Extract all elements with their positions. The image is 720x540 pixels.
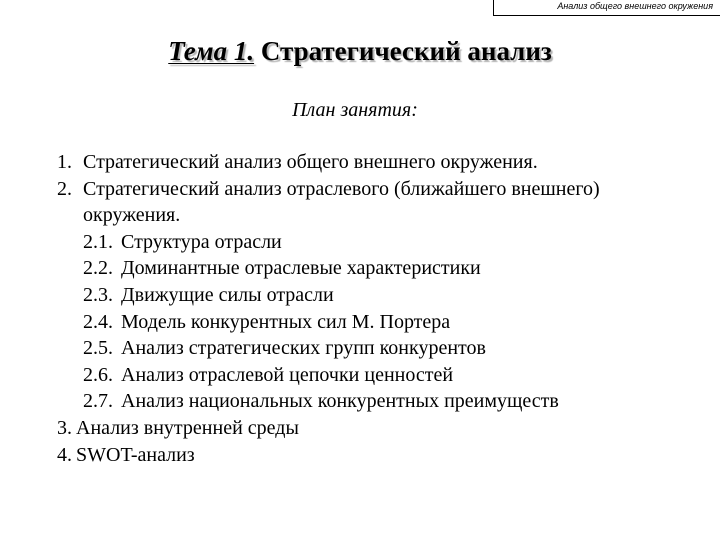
header-divider-vertical [493, 0, 494, 15]
plan-subitem-text: Анализ национальных конкурентных преимуществ [121, 390, 559, 413]
plan-subitem-number: 2.7. [83, 390, 113, 413]
plan-item [0, 442, 720, 469]
plan-heading [0, 97, 720, 123]
plan-item [0, 415, 720, 442]
plan-item-number: 3. [57, 416, 72, 439]
plan-subitem-text: Структура отрасли [121, 230, 282, 253]
plan-subitem-number: 2.3. [83, 283, 113, 306]
plan-item-text: окружения. [83, 204, 181, 227]
plan-subitem [0, 255, 720, 282]
plan-heading-text: План занятия: [292, 99, 418, 121]
plan-subitem [0, 229, 720, 256]
plan-item-number: 1. [57, 151, 72, 173]
plan-subitem-number: 2.2. [83, 257, 113, 280]
plan-subitem-text: Анализ стратегических групп конкурентов [121, 337, 486, 360]
header-note: Анализ общего внешнего окружения [557, 1, 713, 11]
plan-subitem-number: 2.1. [83, 230, 113, 253]
slide-title [0, 34, 720, 68]
plan-subitem [0, 362, 720, 389]
plan-item-text: Анализ внутренней среды [76, 416, 299, 439]
plan-list [0, 149, 720, 468]
plan-subitem-number: 2.5. [83, 337, 113, 360]
header-divider-horizontal [493, 15, 720, 16]
plan-item-number: 2. [57, 177, 72, 200]
plan-subitem [0, 309, 720, 336]
title-topic: Тема 1. [168, 36, 255, 66]
title-name: Стратегический анализ [260, 36, 552, 66]
plan-item [0, 176, 720, 203]
plan-item-text: Стратегический анализ отраслевого (ближайшего внешнего) [83, 177, 600, 200]
plan-subitem [0, 388, 720, 415]
plan-item-text: Стратегический анализ общего внешнего окружения. [83, 151, 538, 173]
plan-subitem-text: Доминантные отраслевые характеристики [121, 257, 481, 280]
plan-subitem [0, 335, 720, 362]
plan-item-continuation [0, 202, 720, 229]
plan-subitem-text: Модель конкурентных сил М. Портера [121, 310, 451, 333]
plan-subitem-number: 2.6. [83, 363, 113, 386]
plan-subitem-text: Движущие силы отрасли [121, 283, 334, 306]
plan-subitem-number: 2.4. [83, 310, 113, 333]
plan-item-number: 4. [57, 443, 72, 466]
plan-subitem-text: Анализ отраслевой цепочки ценностей [121, 363, 454, 386]
plan-item [0, 149, 720, 176]
plan-item-text: SWOT-анализ [76, 443, 195, 466]
plan-subitem [0, 282, 720, 309]
